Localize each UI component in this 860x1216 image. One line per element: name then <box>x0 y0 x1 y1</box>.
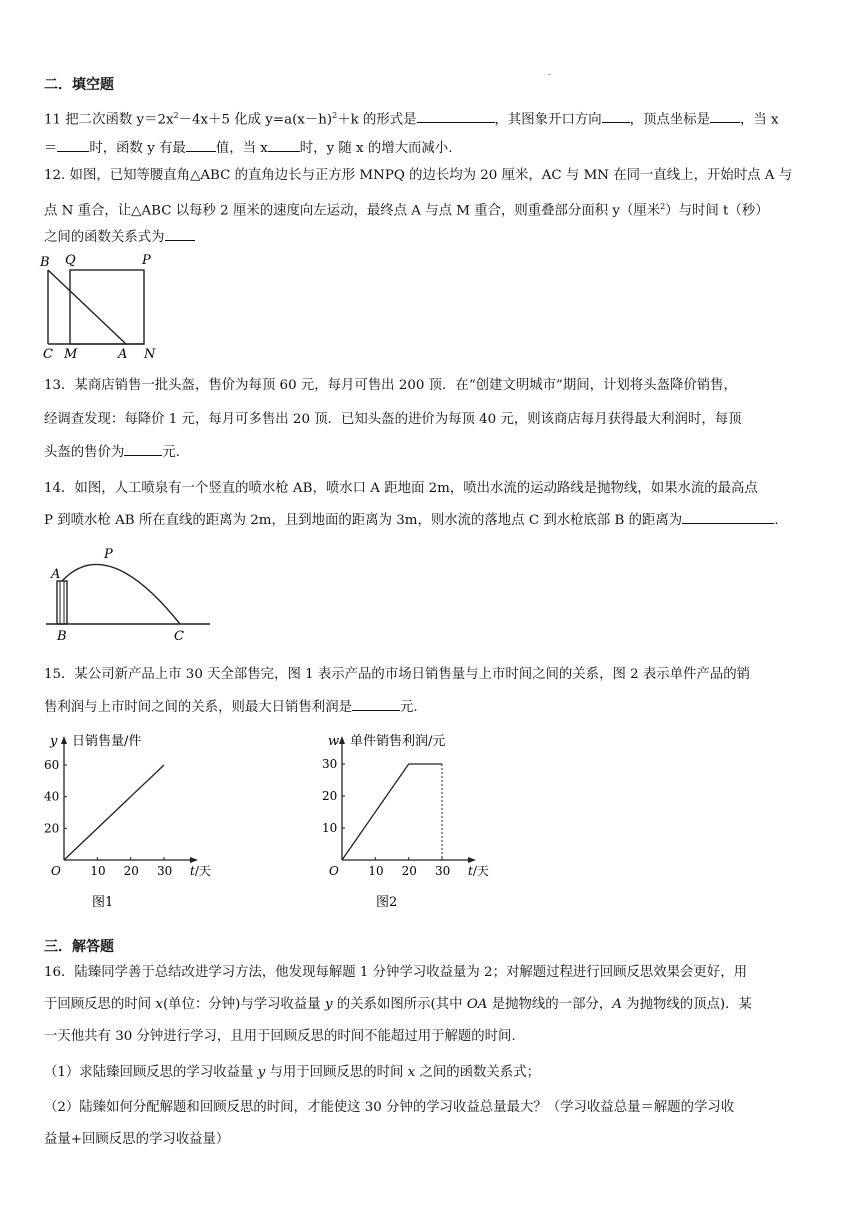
label-c: C <box>43 347 53 362</box>
q11-text: 时，函数 y 有最 <box>89 141 186 156</box>
q16-var: x <box>407 1065 416 1080</box>
q11-text: ，其图象开口方向 <box>494 112 602 128</box>
q12-text: 点 N 重合，让△ABC 以每秒 2 厘米的速度向左运动，最终点 A 与点 M 重合，则重叠部分面积 y（厘米 <box>44 203 661 219</box>
q11-line-2 <box>44 137 834 161</box>
answer-blank[interactable] <box>57 137 89 152</box>
y-tick-label: 40 <box>44 789 60 804</box>
q11-text: 值，当 x <box>215 141 268 156</box>
q16-text: 与用于回顾反思的时间 <box>265 1065 408 1080</box>
origin-label: O <box>329 864 339 878</box>
y-tick-label: 60 <box>44 758 60 772</box>
q15-line-2 <box>44 696 834 720</box>
water-parabola <box>62 564 180 624</box>
section-heading-fill-blank: 二．填空题 <box>44 77 114 93</box>
chart-fig2 <box>318 726 508 916</box>
superscript: 2 <box>332 111 338 120</box>
series-line <box>342 764 442 860</box>
q14-line-2 <box>44 509 834 533</box>
q12-line-3 <box>44 226 834 250</box>
section-heading-answer: 三．解答题 <box>44 939 114 955</box>
label-b: B <box>57 629 67 644</box>
answer-blank[interactable] <box>124 441 162 456</box>
answer-blank[interactable] <box>602 108 630 123</box>
q11-text: ＝ <box>44 141 58 156</box>
x-tick-label: 20 <box>401 864 417 878</box>
q16-var: OA <box>466 997 488 1012</box>
water-gun-ab <box>57 581 67 624</box>
series-line <box>64 765 164 860</box>
origin-label: O <box>51 864 61 878</box>
q15-text: 元. <box>399 700 418 715</box>
label-p: P <box>104 547 113 562</box>
q13-text: 头盔的售价为 <box>44 445 125 460</box>
q11-text: ，当 x <box>739 112 779 128</box>
q16-text: 为抛物线的顶点)．某 <box>621 997 752 1012</box>
q16-text: (单位：分钟)与学习收益量 <box>162 997 325 1012</box>
q11-line-1 <box>44 104 834 132</box>
figure-caption: 图2 <box>376 895 398 910</box>
q11-text: 11 把二次函数 y＝2x <box>44 112 174 128</box>
x-tick-label: 30 <box>157 864 173 878</box>
q16-var: y <box>257 1065 266 1080</box>
q13-line-1: 13．某商店销售一批头盔，售价为每顶 60 元，每月可售出 200 顶．在“创建文明城市”期间，计划将头盔降价销售， <box>44 378 737 393</box>
q12-figure <box>34 250 174 362</box>
q13-line-2: 经调查发现：每降价 1 元，每月可多售出 20 顶．已知头盔的进价为每顶 40 元，则该商店每月获得最大利润时，每顶 <box>44 412 742 427</box>
x-tick-label: 10 <box>368 864 384 878</box>
square-mnpq <box>70 270 144 344</box>
x-axis-label: t/天 <box>468 864 489 878</box>
q11-text: ，顶点坐标是 <box>629 112 710 128</box>
q16-text: （1）求陆臻回顾反思的学习收益量 <box>44 1065 258 1080</box>
q16-text: 的关系如图所示(其中 <box>332 997 467 1012</box>
stray-mark: - <box>548 70 552 80</box>
q16-var: A <box>612 997 622 1012</box>
y-tick-label: 10 <box>322 821 338 835</box>
q12-line-1: 12. 如图，已知等腰直角△ABC 的直角边长与正方形 MNPQ 的边长均为 20 厘米，AC 与 MN 在同一直线上，开始时点 A 与 <box>44 168 793 183</box>
x-tick-label: 20 <box>123 864 139 878</box>
x-tick-label: 30 <box>435 864 451 878</box>
answer-blank[interactable] <box>352 696 400 711</box>
y-tick-label: 20 <box>44 821 60 836</box>
x-axis-label: t/天 <box>190 864 211 878</box>
q16-line-3: 一天他共有 30 分钟进行学习，且用于回顾反思的时间不能超过用于解题的时间. <box>44 1029 516 1044</box>
x-axis-arrow <box>190 857 198 863</box>
q16-part-2-line-2: 益量+回顾反思的学习收益量） <box>44 1132 230 1147</box>
q13-line-3 <box>44 441 834 465</box>
q15-line-1: 15．某公司新产品上市 30 天全部售完，图 1 表示产品的市场日销售量与上市时间之间的关系，图 2 表示单件产品的销 <box>44 667 751 682</box>
q12-line-2 <box>44 195 834 223</box>
y-axis-arrow <box>61 736 67 744</box>
q16-text: 于回顾反思的时间 <box>44 997 156 1012</box>
figure-caption: 图1 <box>92 895 114 910</box>
y-axis-arrow <box>339 736 345 744</box>
q12-text: ）与时间 t（秒） <box>665 203 769 219</box>
label-a: A <box>51 567 61 582</box>
label-c: C <box>174 629 184 644</box>
q11-text: 时，y 随 x 的增大而减小. <box>299 141 453 156</box>
y-axis-symbol: w <box>328 734 340 749</box>
triangle-hypotenuse-ba <box>48 270 126 344</box>
q13-text: 元. <box>162 445 180 460</box>
answer-blank[interactable] <box>417 108 495 123</box>
q16-line-2 <box>44 993 834 1017</box>
label-q: Q <box>65 253 76 268</box>
q16-text: 是抛物线的一部分， <box>487 997 613 1012</box>
q16-part-1 <box>44 1061 834 1085</box>
answer-blank[interactable] <box>186 137 216 152</box>
q14-line-1: 14．如图，人工喷泉有一个竖直的喷水枪 AB，喷水口 A 距地面 2m，喷出水流的运动路线是抛物线，如果水流的最高点 <box>44 481 758 496</box>
superscript: 2 <box>660 202 666 211</box>
label-m: M <box>64 347 78 362</box>
q12-text: 之间的函数关系式为 <box>44 230 165 245</box>
y-axis-symbol: y <box>50 734 58 749</box>
q16-var: x <box>155 997 163 1012</box>
q11-text: －4x＋5 化成 y=a(x－h) <box>178 112 333 128</box>
q16-part-2-line-1: （2）陆臻如何分配解题和回顾反思的时间，才能使这 30 分钟的学习收益总量最大？（学习收益总量＝解题的学习收 <box>44 1100 735 1115</box>
superscript: 2 <box>173 111 179 120</box>
answer-blank[interactable] <box>268 137 300 152</box>
label-a: A <box>118 347 128 362</box>
chart-fig1 <box>40 726 230 916</box>
label-n: N <box>144 347 156 362</box>
y-axis-label: 单件销售利润/元 <box>350 734 446 749</box>
q14-text: . <box>774 513 779 528</box>
q15-text: 售利润与上市时间之间的关系，则最大日销售利润是 <box>44 700 352 715</box>
q14-text: P 到喷水枪 AB 所在直线的距离为 2m，且到地面的距离为 3m，则水流的落地点 C 到水枪底部 B 的距离为 <box>44 513 683 528</box>
answer-blank[interactable] <box>710 108 740 123</box>
q16-text: 之间的函数关系式； <box>415 1065 540 1080</box>
q16-var: y <box>324 997 333 1012</box>
x-axis-arrow <box>468 857 476 863</box>
label-b: B <box>40 255 50 270</box>
q14-figure <box>40 540 220 644</box>
y-tick-label: 20 <box>322 789 338 803</box>
answer-blank[interactable] <box>165 226 195 241</box>
answer-blank[interactable] <box>682 509 774 524</box>
label-p: P <box>142 253 151 268</box>
y-tick-label: 30 <box>322 757 338 771</box>
y-axis-label: 日销售量/件 <box>72 734 142 749</box>
q16-line-1: 16．陆臻同学善于总结改进学习方法，他发现每解题 1 分钟学习收益量为 2；对解题过程进行回顾反思效果会更好，用 <box>44 965 747 980</box>
q11-text: ＋k 的形式是 <box>337 112 417 128</box>
x-tick-label: 10 <box>90 864 106 878</box>
